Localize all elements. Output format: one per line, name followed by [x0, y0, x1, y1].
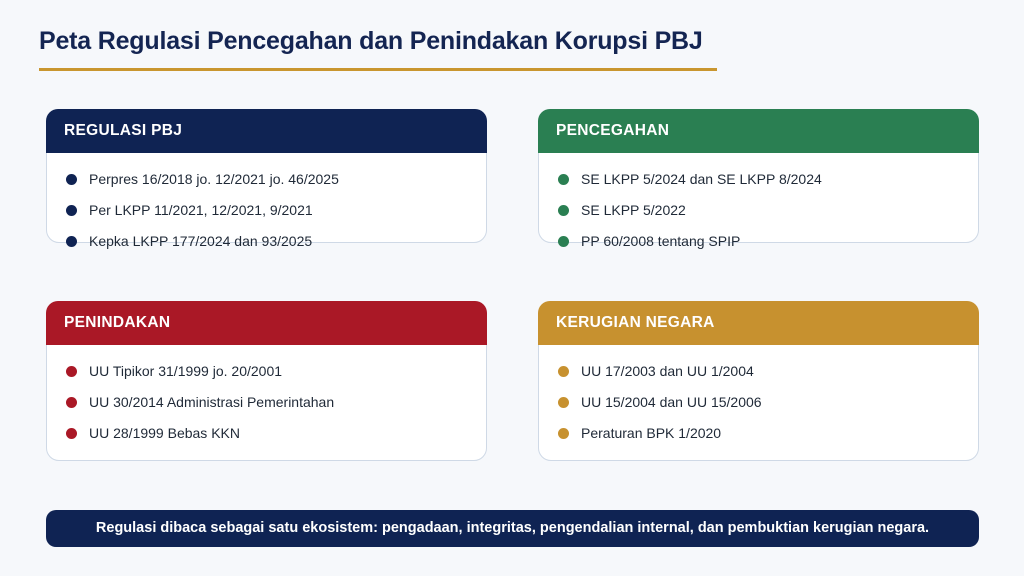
list-item — [558, 171, 822, 202]
list-item-text: Per LKPP 11/2021, 12/2021, 9/2021 — [89, 202, 313, 218]
list-item-text: UU 15/2004 dan UU 15/2006 — [581, 394, 762, 410]
title-underline — [39, 68, 717, 71]
pencegahan-list — [558, 171, 822, 264]
summary-banner: Regulasi dibaca sebagai satu ekosistem: pengadaan, integritas, pengendalian internal, dan pembuktian kerugian negara. — [46, 510, 979, 547]
list-item-text: Peraturan BPK 1/2020 — [581, 425, 722, 441]
list-item — [66, 171, 339, 202]
bullet-dot-icon — [558, 174, 569, 185]
list-item — [558, 394, 762, 425]
bullet-dot-icon — [558, 366, 569, 377]
list-item-text: UU 28/1999 Bebas KKN — [89, 425, 240, 441]
bullet-dot-icon — [558, 205, 569, 216]
list-item-text: SE LKPP 5/2022 — [581, 202, 686, 218]
list-item-text: Kepka LKPP 177/2024 dan 93/2025 — [89, 233, 313, 249]
page-title: Peta Regulasi Pencegahan dan Penindakan Korupsi PBJ — [39, 27, 703, 55]
list-item — [66, 425, 334, 456]
bullet-dot-icon — [558, 428, 569, 439]
kerugian-list — [558, 363, 762, 456]
list-item — [558, 202, 822, 233]
list-item-text: PP 60/2008 tentang SPIP — [581, 233, 741, 249]
bullet-dot-icon — [558, 236, 569, 247]
card-heading-penindakan: PENINDAKAN — [46, 301, 487, 345]
bullet-dot-icon — [66, 174, 77, 185]
card-penindakan — [46, 301, 487, 461]
card-heading-pencegahan: PENCEGAHAN — [538, 109, 979, 153]
card-pencegahan — [538, 109, 979, 249]
list-item-text: SE LKPP 5/2024 dan SE LKPP 8/2024 — [581, 171, 822, 187]
regulasi-list — [66, 171, 339, 264]
bullet-dot-icon — [66, 236, 77, 247]
list-item-text: Perpres 16/2018 jo. 12/2021 jo. 46/2025 — [89, 171, 339, 187]
card-kerugian-negara — [538, 301, 979, 461]
bullet-dot-icon — [66, 397, 77, 408]
list-item — [558, 233, 822, 264]
list-item — [66, 363, 334, 394]
list-item — [558, 425, 762, 456]
card-regulasi-pbj — [46, 109, 487, 249]
list-item-text: UU 17/2003 dan UU 1/2004 — [581, 363, 754, 379]
list-item — [66, 394, 334, 425]
card-heading-kerugian: KERUGIAN NEGARA — [538, 301, 979, 345]
bullet-dot-icon — [66, 205, 77, 216]
list-item — [66, 233, 339, 264]
card-heading-regulasi: REGULASI PBJ — [46, 109, 487, 153]
bullet-dot-icon — [66, 428, 77, 439]
list-item — [558, 363, 762, 394]
list-item-text: UU Tipikor 31/1999 jo. 20/2001 — [89, 363, 283, 379]
bullet-dot-icon — [66, 366, 77, 377]
list-item — [66, 202, 339, 233]
list-item-text: UU 30/2014 Administrasi Pemerintahan — [89, 394, 335, 410]
bullet-dot-icon — [558, 397, 569, 408]
penindakan-list — [66, 363, 334, 456]
